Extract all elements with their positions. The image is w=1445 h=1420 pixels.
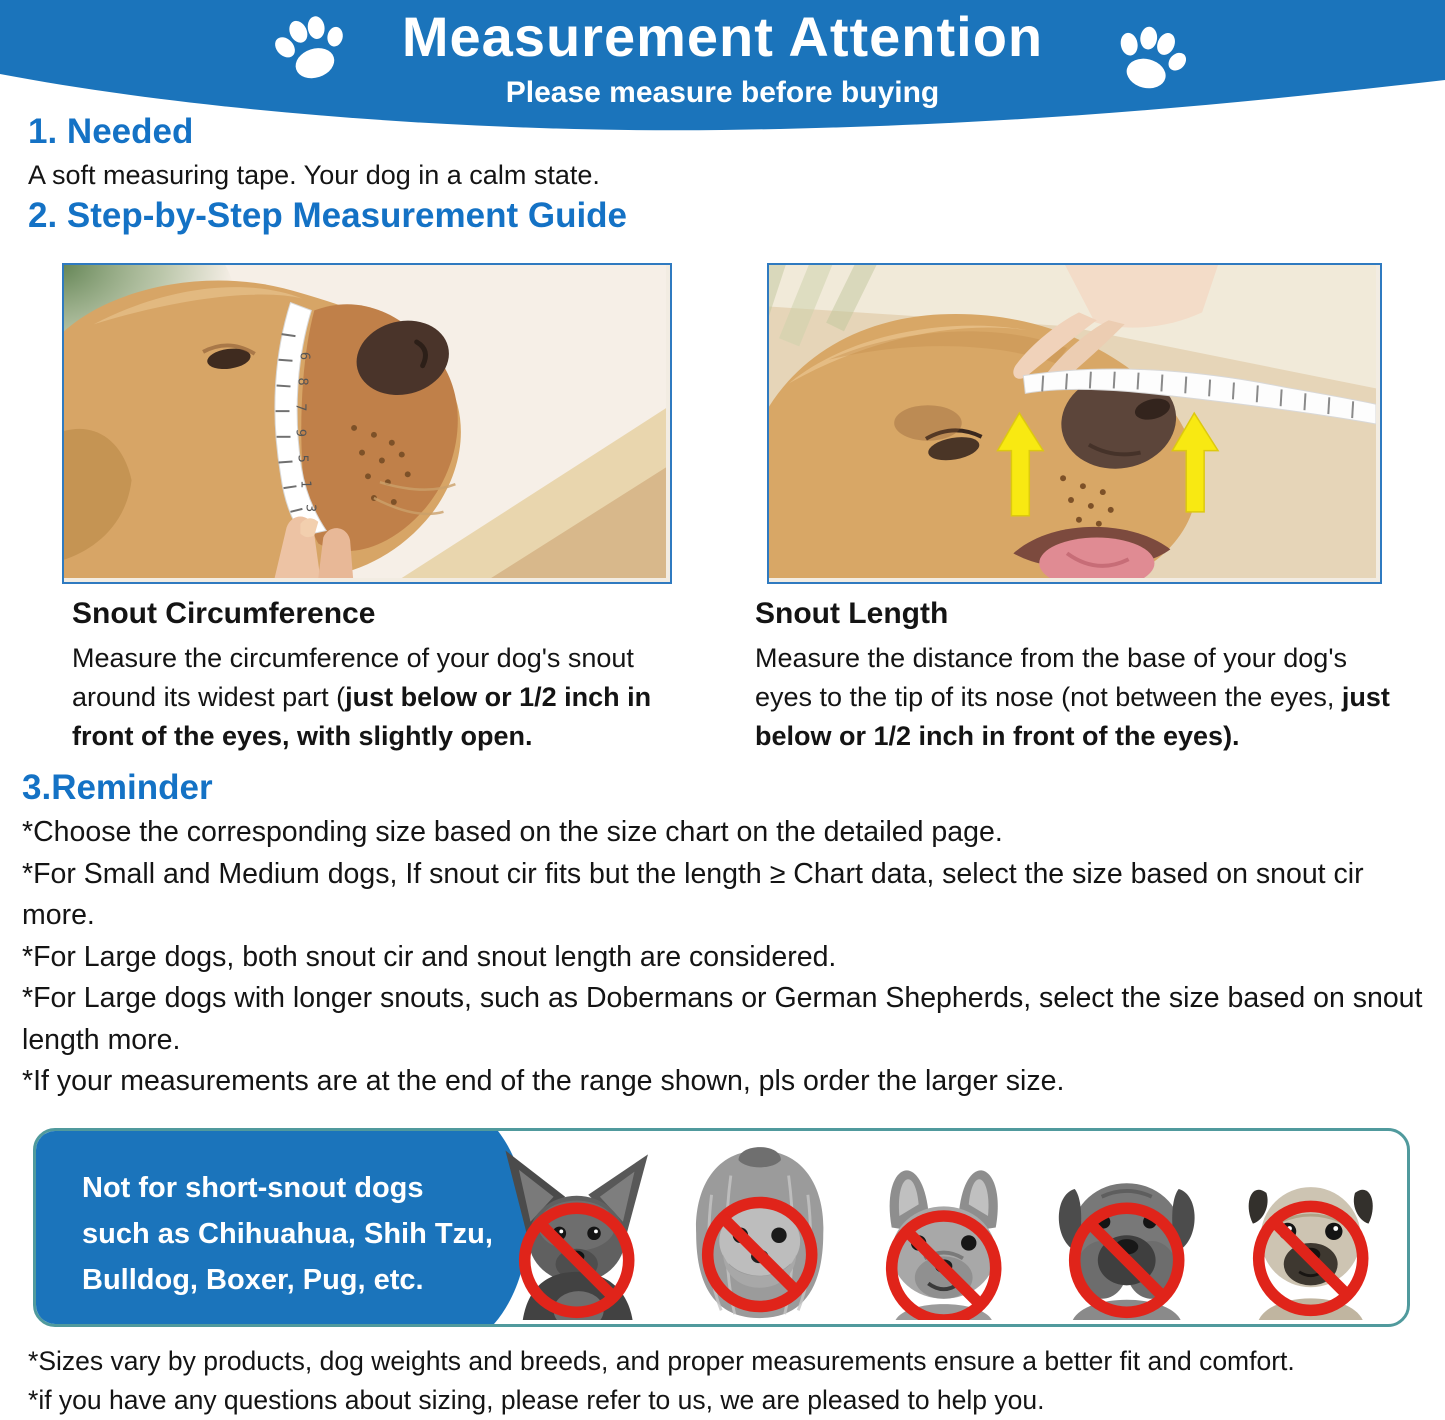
reminder-item: *If your measurements are at the end of the range shown, pls order the larger size. — [22, 1065, 1065, 1097]
svg-text:8: 8 — [294, 377, 310, 386]
french-bulldog-icon — [855, 1137, 1032, 1320]
reminder-item: *For Small and Medium dogs, If snout cir fits but the length ≥ Chart data, select the size based on snout cir more. — [22, 857, 1364, 931]
footer-notes — [28, 1342, 1428, 1420]
svg-text:5: 5 — [294, 454, 310, 463]
boxer-icon — [1038, 1137, 1215, 1320]
caption-text: Measure the circumference of your dog's snout around its widest part ( — [72, 643, 634, 712]
caption-text-bold: just below or 1/2 inch in front of the eyes, with slightly open. — [72, 682, 652, 751]
not-for-short-snout-banner — [33, 1128, 1410, 1327]
snout-circumference-photo — [62, 263, 672, 584]
needed-body: A soft measuring tape. Your dog in a calm state. — [28, 160, 600, 190]
prohibited-dogs-row — [488, 1137, 1399, 1320]
snout-length-photo — [767, 263, 1382, 584]
caption-title: Snout Length — [755, 597, 949, 630]
chihuahua-icon — [488, 1137, 665, 1320]
pug-icon — [1222, 1137, 1399, 1320]
page-title: Measurement Attention — [401, 5, 1044, 68]
reminder-list — [22, 812, 1424, 1103]
heading-needed: 1. Needed — [28, 112, 194, 151]
caption-text: Measure the distance from the base of your dog's eyes to the tip of its nose (not between the eyes, — [755, 643, 1347, 712]
svg-text:1: 1 — [297, 480, 313, 489]
snout-circumference-caption — [72, 594, 684, 756]
svg-text:7: 7 — [292, 403, 308, 412]
footer-line: *if you have any questions about sizing, please refer to us, we are pleased to help you. — [28, 1385, 1045, 1415]
caption-text-bold: just below or 1/2 inch in front of the eyes). — [755, 682, 1390, 751]
reminder-item: *Choose the corresponding size based on the size chart on the detailed page. — [22, 816, 1003, 848]
heading-reminder: 3.Reminder — [22, 768, 213, 807]
svg-text:3: 3 — [302, 503, 318, 513]
footer-line: *Sizes vary by products, dog weights and breeds, and proper measurements ensure a better fit and comfort. — [28, 1346, 1295, 1376]
labrador-head-illustration — [64, 280, 461, 578]
caption-title: Snout Circumference — [72, 597, 376, 630]
banner-note-text: Not for short-snout dogs such as Chihuahua, Shih Tzu, Bulldog, Boxer, Pug, etc. — [82, 1172, 493, 1296]
reminder-item: *For Large dogs, both snout cir and snout length are considered. — [22, 940, 837, 973]
reminder-item: *For Large dogs with longer snouts, such as Dobermans or German Shepherds, select the size based on snout length more. — [22, 982, 1423, 1056]
page-subtitle: Please measure before buying — [505, 76, 940, 109]
svg-text:6: 6 — [296, 351, 312, 361]
snout-length-caption — [755, 594, 1395, 756]
shih-tzu-icon — [671, 1137, 848, 1320]
svg-text:9: 9 — [292, 428, 308, 438]
heading-measurement-guide: 2. Step-by-Step Measurement Guide — [28, 196, 628, 235]
header-banner — [0, 0, 1445, 140]
